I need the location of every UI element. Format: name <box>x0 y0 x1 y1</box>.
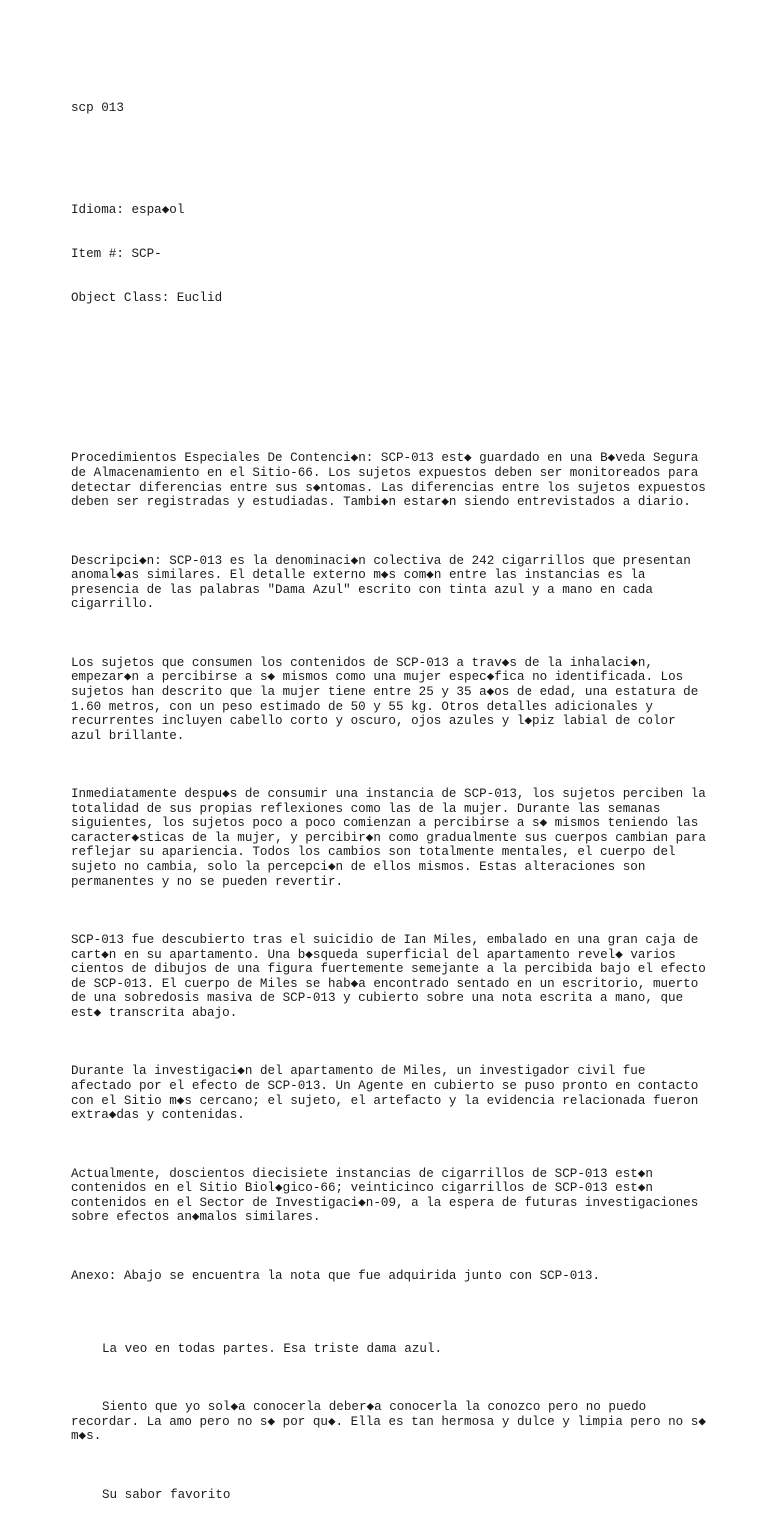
spacer <box>71 378 711 407</box>
note-line: Su sabor favorito <box>102 1487 231 1502</box>
document-title: scp 013 <box>71 101 124 116</box>
object-class-line: Object Class: Euclid <box>71 290 223 305</box>
note-line: Siento que yo sol◆a conocerla deber◆a conocerla la conozco pero no puedo recordar. La amo pero no s◆ por qu◆. Ella es tan hermosa y dulce y limpia pero no s◆ m◆s. <box>71 1400 714 1444</box>
annex-paragraph: Anexo: Abajo se encuentra la nota que fue adquirida junto con SCP-013. <box>71 1268 601 1283</box>
language-line: Idioma: espa◆ol <box>71 203 185 218</box>
description-paragraph: Descripci◆n: SCP-013 es la denominaci◆n colectiva de 242 cigarrillos que presentan anomal◆as similares. El detalle externo m◆s com◆n entre las instancias es la presencia de las palabras "Dama Azul" escrito con tinta azul y a mano en cada cigarrillo. <box>71 553 699 612</box>
current-status-paragraph: Actualmente, doscientos diecisiete instancias de cigarrillos de SCP-013 est◆n contenidos en el Sitio Biol◆gico-66; veinticinco cigarrillos de SCP-013 est◆n contenidos en el Sector de Investigaci◆n-09, a la espera de futuras investigaciones sobre efectos an◆malos similares. <box>71 1166 706 1225</box>
perception-paragraph: Inmediatamente despu◆s de consumir una instancia de SCP-013, los sujetos perciben la totalidad de sus propias reflexiones como las de la mujer. Durante las semanas siguientes, los sujetos poco a poco comienzan a percibirse a s◆ mismos teniendo las caracter◆sticas de la mujer, y percibir◆n como gradualmente sus cuerpos cambian para reflejar su apariencia. Todos los cambios son totalmente mentales, el cuerpo del sujeto no cambia, solo la percepci◆n de ellos mismos. Estas alteraciones son permanentes y no se pueden revertir. <box>71 787 714 889</box>
containment-procedures-paragraph: Procedimientos Especiales De Contenci◆n: SCP-013 est◆ guardado en una B◆veda Segura de Almacenamiento en el Sitio-66. Los sujetos expuestos deben ser monitoreados para detectar diferencias entre sus s◆ntomas. Las diferencias entre los sujetos expuestos deben ser registradas y estudiadas. Tambi◆n estar◆n siendo entrevistados a diario. <box>71 451 714 510</box>
note-line: La veo en todas partes. Esa triste dama azul. <box>102 1341 443 1356</box>
effects-paragraph: Los sujetos que consumen los contenidos de SCP-013 a trav◆s de la inhalaci◆n, empezar◆n a percibirse a s◆ mismos como una mujer espec◆fica no identificada. Los sujetos han descrito que la mujer tiene entre 25 y 35 a◆os de edad, una estatura de 1.60 metros, con un peso estimado de 50 y 55 kg. Otros detalles adicionales y recurrentes incluyen cabello corto y oscuro, ojos azules y l◆piz labial de color azul brillante. <box>71 655 706 743</box>
metadata-block <box>71 174 711 335</box>
item-number-line: Item #: SCP- <box>71 247 162 262</box>
discovery-paragraph: SCP-013 fue descubierto tras el suicidio de Ian Miles, embalado en una gran caja de cart◆n en su apartamento. Una b◆squeda superficial del apartamento revel◆ varios cientos de dibujos de una figura fuertemente semejante a la percibida bajo el efecto de SCP-013. El cuerpo de Miles se hab◆a encontrado sentado en un escritorio, muerto de una sobredosis masiva de SCP-013 y cubierto sobre una nota escrita a mano, que est◆ transcrita abajo. <box>71 933 714 1020</box>
investigation-paragraph: Durante la investigaci◆n del apartamento de Miles, un investigador civil fue afectado por el efecto de SCP-013. Un Agente en cubierto se puso pronto en contacto con el Sitio m◆s cercano; el sujeto, el artefacto y la evidencia relacionada fueron extra◆das y contenidas. <box>71 1064 706 1123</box>
document-page <box>71 72 714 1531</box>
